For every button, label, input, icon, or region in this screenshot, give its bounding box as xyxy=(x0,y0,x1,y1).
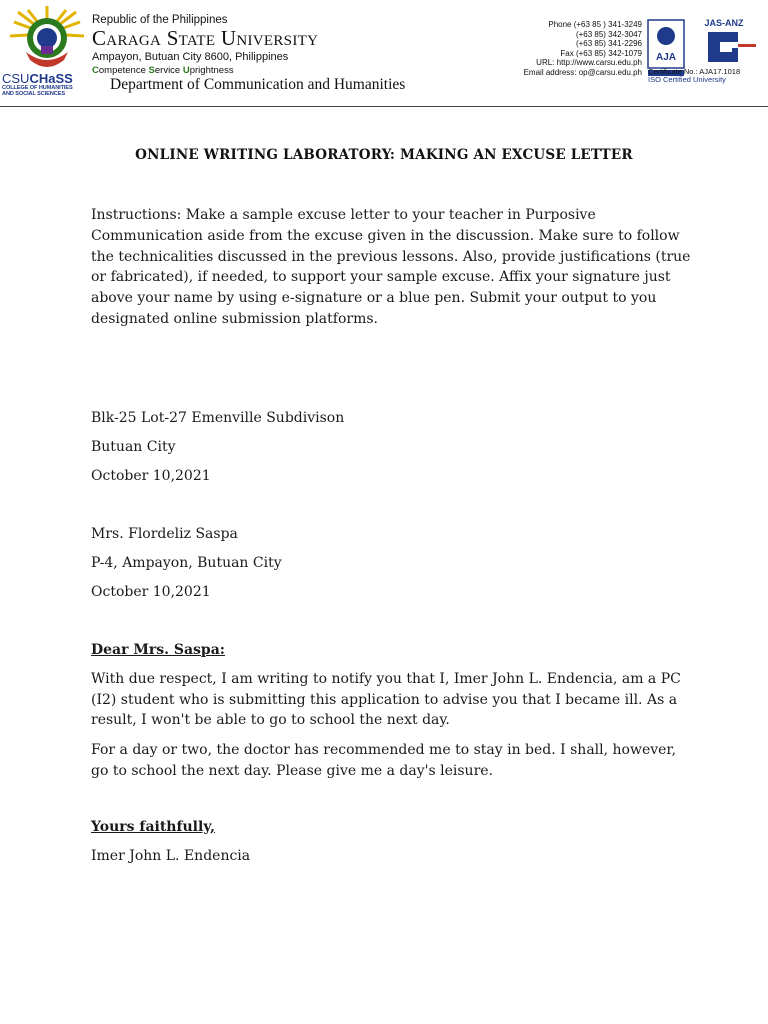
header-divider xyxy=(0,106,768,107)
contact-info xyxy=(500,20,642,77)
contact-line: Phone (+63 85 ) 341-3249 xyxy=(548,20,642,29)
contact-line: Email address: op@carsu.edu.ph xyxy=(523,67,642,77)
recipient-date: October 10,2021 xyxy=(91,584,211,600)
sender-street: Blk-25 Lot-27 Emenville Subdivison xyxy=(91,410,345,426)
contact-line: (+63 85) 342-3047 xyxy=(575,29,642,39)
certificate-info xyxy=(648,68,766,84)
contact-line: Fax (+63 85) 342-1079 xyxy=(560,48,642,58)
letter-paragraph-1: With due respect, I am writing to notify you that I, Imer John L. Endencia, am a PC (I2) student who is submitting this application to advise you that I became ill. As a result, I won't be able to go to school the next day. xyxy=(91,671,681,728)
university-block xyxy=(92,14,318,77)
department-name: Department of Communication and Humanities xyxy=(110,76,406,93)
letterhead xyxy=(0,0,768,108)
jas-anz-label: JAS-ANZ xyxy=(704,18,744,28)
university-motto: Competence Service Uprightness xyxy=(92,65,234,76)
college-name-line-1: COLLEGE OF HUMANITIES xyxy=(2,85,73,91)
contact-line: (+63 85) 341-2296 xyxy=(575,39,642,48)
signature-name: Imer John L. Endencia xyxy=(91,848,251,864)
contact-line: URL: http://www.carsu.edu.ph xyxy=(536,58,642,67)
page-title: ONLINE WRITING LABORATORY: MAKING AN EXCUSE LETTER xyxy=(135,147,633,163)
recipient-address: P-4, Ampayon, Butuan City xyxy=(91,555,282,571)
aja-label: AJA xyxy=(655,52,677,63)
college-name-line-2: AND SOCIAL SCIENCES xyxy=(2,91,65,97)
instructions-text: Instructions: Make a sample excuse letter to your teacher in Purposive Communication aside from the excuse given in the discussion. Make sure to follow the technicalities discussed in the previous lessons. Also, provide justifications (true or fabricated), if needed, to support your sample excuse. Affix your signature just above your name by using e-signature or a blue pen. Submit your output to you designated online submission platforms. xyxy=(91,207,691,327)
college-abbr-chass: CHaSS xyxy=(29,71,73,86)
recipient-name: Mrs. Flordeliz Saspa xyxy=(91,526,238,542)
letter-paragraph-2: For a day or two, the doctor has recommended me to stay in bed. I shall, however, go to school the next day. Please give me a day's leisure. xyxy=(91,742,677,779)
salutation: Dear Mrs. Saspa: xyxy=(91,642,225,658)
university-name: Caraga State University xyxy=(92,26,319,50)
university-address: Ampayon, Butuan City 8600, Philippines xyxy=(92,51,289,63)
college-abbr-csu: CSU xyxy=(2,71,30,86)
republic-text: Republic of the Philippines xyxy=(92,14,228,26)
iso-certified-text: ISO Certified University xyxy=(648,75,726,84)
sender-city: Butuan City xyxy=(91,439,176,455)
certificate-number: Certificate No.: AJA17.1018 xyxy=(648,67,741,76)
closing: Yours faithfully, xyxy=(91,819,215,835)
sender-date: October 10,2021 xyxy=(91,468,211,484)
college-logo xyxy=(2,72,90,97)
